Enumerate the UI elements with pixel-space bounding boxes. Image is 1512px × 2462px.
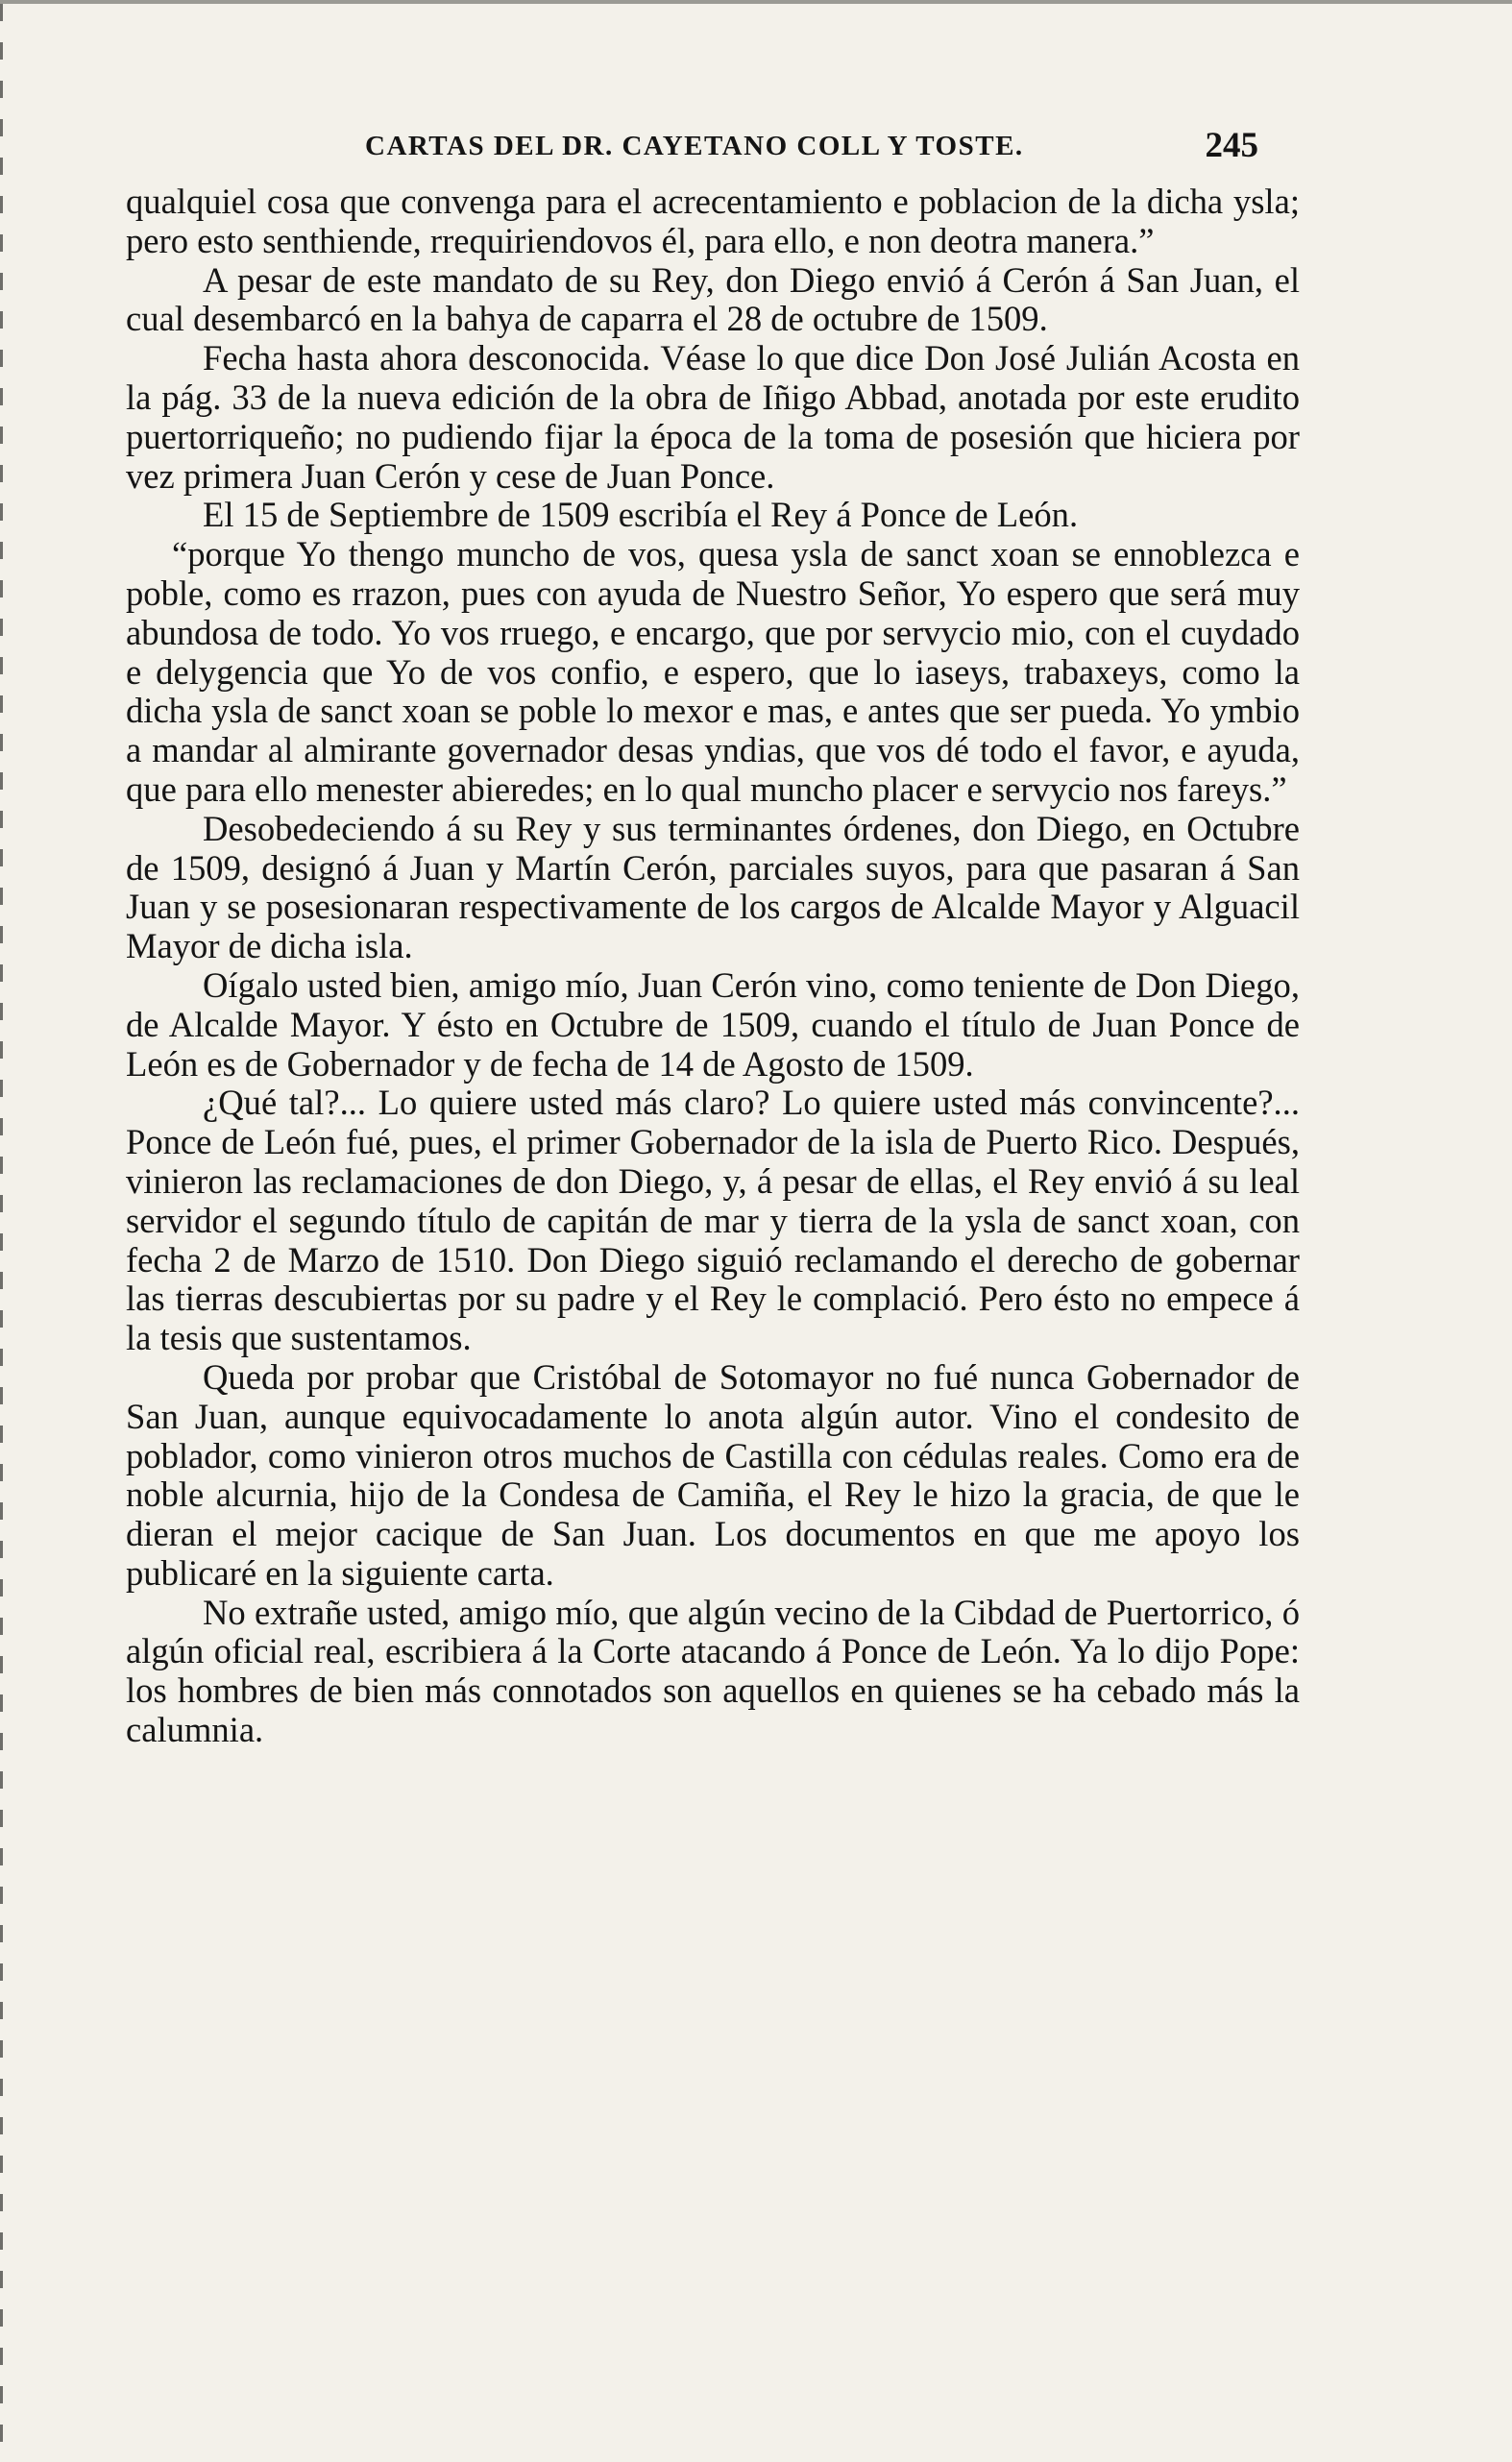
page-header (336, 125, 1258, 163)
paragraph: No extrañe usted, amigo mío, que algún vecino de la Cibdad de Puertorrico, ó algún oficial real, escribiera á la Corte atacando á Ponce de León. Ya lo dijo Pope: los hombres de bien más connotados son aquellos en quienes se ha cebado más la calumnia. (126, 1592, 1300, 1750)
paragraph: Desobedeciendo á su Rey y sus terminantes órdenes, don Diego, en Octubre de 1509, designó á Juan y Martín Cerón, parciales suyos, para que pasaran á San Juan y se posesionaran respectivamente de los cargos de Alcalde Mayor y Alguacil Mayor de dicha isla. (126, 808, 1300, 966)
page-top-edge (0, 0, 1512, 4)
quoted-paragraph: “porque Yo thengo muncho de vos, quesa ysla de sanct xoan se ennoblezca e poble, como es rrazon, pues con ayuda de Nuestro Señor, Yo espero que será muy abundosa de todo. Yo vos rruego, e encargo, que por servycio mio, con el cuydado e delygencia que Yo de vos confio, e espero, que lo iaseys, trabaxeys, como la dicha ysla de sanct xoan se poble lo mexor e mas, e antes que ser pueda. Yo ymbio a mandar al almirante governador desas yndias, que vos dé todo el favor, e ayuda, que para ello menester abieredes; en lo qual muncho placer e servycio nos fareys.” (126, 534, 1300, 809)
paragraph: ¿Qué tal?... Lo quiere usted más claro? Lo quiere usted más convincente?... Ponce de León fué, pues, el primer Gobernador de la isla de Puerto Rico. Después, vinieron las reclamaciones de don Diego, y, á pesar de ellas, el Rey envió á su leal servidor el segundo título de capitán de mar y tierra de la ysla de sanct xoan, con fecha 2 de Marzo de 1510. Don Diego siguió reclamando el derecho de gobernar las tierras descubiertas por su padre y el Rey le complació. Pero ésto no empece á la tesis que sustentamos. (126, 1083, 1300, 1358)
paragraph-continuation: qualquiel cosa que convenga para el acrecentamiento e poblacion de la dicha ysla; pero esto senthiende, rrequiriendovos él, para ello, e non deotra manera.” (126, 182, 1300, 260)
paragraph: Oígalo usted bien, amigo mío, Juan Cerón vino, como teniente de Don Diego, de Alcalde Mayor. Y ésto en Octubre de 1509, cuando el título de Juan Ponce de León es de Gobernador y de fecha de 14 de Agosto de 1509. (126, 964, 1300, 1084)
page-number: 245 (1205, 126, 1258, 165)
paragraph: El 15 de Septiembre de 1509 escribía el Rey á Ponce de León. (203, 495, 1079, 535)
paragraph: Queda por probar que Cristóbal de Sotomayor no fué nunca Gobernador de San Juan, aunque equivocadamente lo anota algún autor. Vino el condesito de poblador, como vinieron otros muchos de Castilla con cédulas reales. Como era de noble alcurnia, hijo de la Condesa de Camiña, el Rey le hizo la gracia, de que le dieran el mejor cacique de San Juan. Los documentos en que me apoyo los publicaré en la siguiente carta. (126, 1356, 1300, 1593)
paragraph: Fecha hasta ahora desconocida. Véase lo que dice Don José Julián Acosta en la pág. 33 de la nueva edición de la obra de Iñigo Abbad, anotada por este erudito puertorriqueño; no pudiendo fijar la época de la toma de posesión que hiciera por vez primera Juan Cerón y cese de Juan Ponce. (126, 338, 1300, 496)
running-head: CARTAS DEL DR. CAYETANO COLL Y TOSTE. (365, 131, 1024, 161)
binding-gutter (0, 4, 3, 2462)
paragraph: A pesar de este mandato de su Rey, don Diego envió á Cerón á San Juan, el cual desembarcó en la bahya de caparra el 28 de octubre de 1509. (126, 259, 1300, 339)
body-text (126, 183, 1300, 1750)
